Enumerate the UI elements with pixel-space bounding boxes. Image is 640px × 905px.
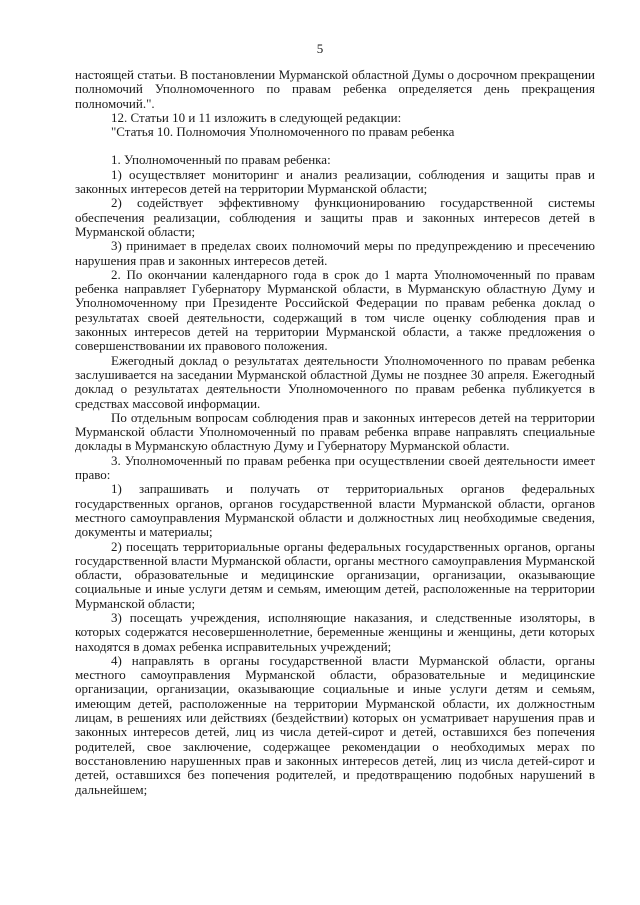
paragraph: 1. Уполномоченный по правам ребенка: <box>111 152 331 168</box>
paragraph: 3) посещать учреждения, исполняющие наказания, и следственные изоляторы, в которых содержатся несовершеннолетние, беременные женщины и женщины, дети которых находятся в домах ребенка исправительных учреждений; <box>75 609 595 654</box>
paragraph: 2) посещать территориальные органы федеральных государственных органов, органы государственной власти Мурманской области, органы местного самоуправления Мурманской области, образовательные и медицинские организации, организации, оказывающие социальные и иные услуги детям и семьям, имеющим детей, расположенные на территории Мурманской области; <box>75 538 595 611</box>
article-heading: "Статья 10. Полномочия Уполномоченного по правам ребенка <box>111 124 455 140</box>
paragraph: 2. По окончании календарного года в срок до 1 марта Уполномоченный по правам ребенка направляет Губернатору Мурманской области, в Мурманскую областную Думу и Уполномоченному при Президенте Российской Федерации по правам ребенка доклад о результатах своей деятельности, содержащий в том числе оценку соблюдения прав и законных интересов детей на территории Мурманской области, а также предложения о совершенствовании их правового положения. <box>75 266 595 354</box>
paragraph-gap <box>75 139 595 153</box>
paragraph: 3. Уполномоченный по правам ребенка при осуществлении своей деятельности имеет право: <box>75 452 595 483</box>
paragraph: 1) осуществляет мониторинг и анализ реализации, соблюдения и защиты прав и законных интересов детей на территории Мурманской области; <box>75 166 595 197</box>
paragraph: 12. Статьи 10 и 11 изложить в следующей редакции: <box>111 109 402 125</box>
paragraph: 2) содействует эффективному функционированию государственной системы обеспечения реализации, соблюдения и защиты прав и законных интересов детей в Мурманской области; <box>75 195 595 239</box>
paragraph: По отдельным вопросам соблюдения прав и законных интересов детей на территории Мурманской области Уполномоченный по правам ребенка вправе направлять специальные доклады в Мурманскую областную Думу и Губернатору Мурманской области. <box>75 409 595 454</box>
paragraph: настоящей статьи. В постановлении Мурманской областной Думы о досрочном прекращении полномочий Уполномоченного по правам ребенка определяется день прекращения полномочий.". <box>75 67 595 111</box>
paragraph: 1) запрашивать и получать от территориальных органов федеральных государственных органов, органов государственной власти Мурманской области, органов местного самоуправления Мурманской области и должностных лиц необходимые сведения, документы и материалы; <box>75 481 595 540</box>
paragraph: 3) принимает в пределах своих полномочий меры по предупреждению и пресечению нарушения прав и законных интересов детей. <box>75 238 595 268</box>
page-number: 5 <box>316 41 324 56</box>
paragraph: Ежегодный доклад о результатах деятельности Уполномоченного по правам ребенка заслушивается на заседании Мурманской областной Думы не позднее 30 апреля. Ежегодный доклад о результатах деятельности Уполномоченного по правам ребенка публикуется в средствах массовой информации. <box>75 352 595 411</box>
paragraph: 4) направлять в органы государственной власти Мурманской области, органы местного самоуправления Мурманской области, образовательные и медицинские организации, организации, оказывающие социальные и иные услуги детям и семьям, имеющим детей, расположенные на территории Мурманской области, их должностным лицам, в решениях или действиях (бездействии) которых он усматривает нарушения прав и законных интересов детей, лиц из числа детей-сирот и детей, оставшихся без попечения родителей, свое заключение, содержащее рекомендации о необходимых мерах по восстановлению нарушенных прав и законных интересов детей, лиц из числа детей-сирот и детей, оставшихся без попечения родителей, и предотвращению подобных нарушений в дальнейшем; <box>75 652 595 797</box>
document-body <box>75 68 595 797</box>
